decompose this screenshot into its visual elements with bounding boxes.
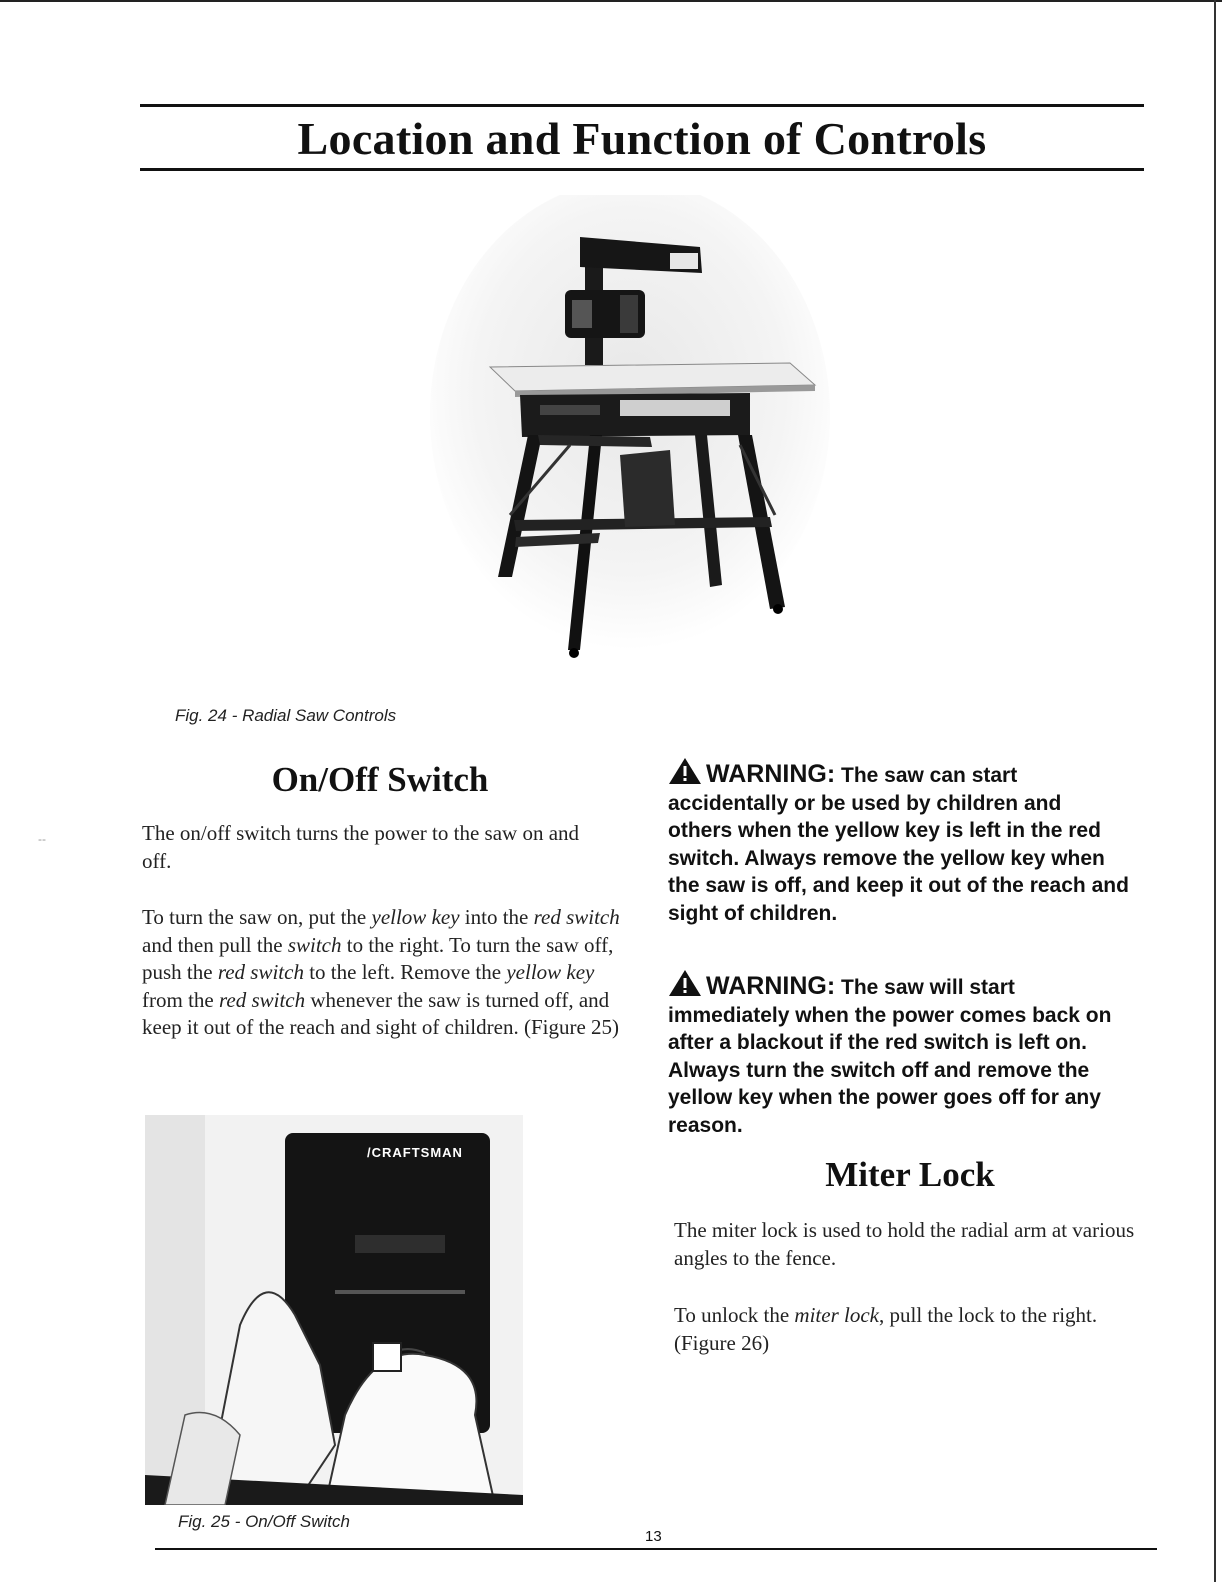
text-run: , pull the lock to the right. (Figure 26)	[674, 1303, 1098, 1355]
page-top-border	[0, 0, 1222, 2]
emphasis-red-switch: red switch	[218, 987, 306, 1012]
warning-1	[668, 757, 1130, 928]
warning-triangle-icon	[668, 969, 702, 997]
onoff-paragraph-2	[142, 904, 620, 1042]
emphasis-yellow-key: yellow key	[506, 960, 595, 984]
radial-saw-figure	[420, 195, 840, 665]
text-run: and then pull the	[142, 932, 288, 957]
miter-paragraph-1: The miter lock is used to hold the radial arm at various angles to the fence.	[674, 1218, 1135, 1270]
text-run: to the right. To turn the saw off, push the	[142, 932, 614, 984]
emphasis-red-switch: red switch	[217, 960, 304, 984]
emphasis-red-switch: red switch	[533, 905, 620, 929]
warning-1-text: The saw can start accidentally or be used by children and others when the yellow key is left in the red switch. Always remove the yellow key when the saw is off, and keep it out of the reach and sight of children.	[668, 764, 1129, 925]
text-run: to the left. Remove the	[303, 960, 507, 984]
title-rule-bottom	[140, 168, 1144, 171]
fig24-caption: Fig. 24 - Radial Saw Controls	[175, 706, 397, 725]
text-run: To turn the saw on, put the	[142, 905, 372, 929]
warning-2	[668, 969, 1130, 1140]
emphasis-yellow-key: yellow key	[371, 905, 460, 929]
footer-rule	[155, 1548, 1157, 1550]
switch-photo-graphic	[145, 1115, 523, 1505]
warning-triangle-icon	[668, 757, 702, 785]
margin-mark: --	[38, 832, 46, 846]
text-run: into the	[459, 905, 534, 929]
onoff-paragraph-1: The on/off switch turns the power to the saw on and off.	[142, 821, 580, 873]
warning-2-label: WARNING:	[706, 972, 836, 1000]
emphasis-miter-lock: miter lock	[794, 1303, 879, 1327]
text-run: To unlock the	[674, 1303, 795, 1327]
emphasis-switch: switch	[287, 932, 342, 957]
fig25-caption: Fig. 25 - On/Off Switch	[178, 1512, 350, 1531]
craftsman-logo: /CRAFTSMAN	[367, 1145, 463, 1160]
page-number: 13	[645, 1528, 662, 1545]
onoff-switch-figure	[145, 1115, 523, 1505]
onoff-heading: On/Off Switch	[271, 760, 489, 799]
text-run: whenever the saw is turned off, and keep it out of the reach and sight of children. (Figure 25)	[142, 987, 620, 1039]
page-title: Location and Function of Controls	[297, 113, 987, 164]
warning-1-label: WARNING:	[706, 760, 836, 788]
title-rule-top	[140, 104, 1144, 107]
text-run: from the	[142, 987, 219, 1012]
warning-2-text: The saw will start immediately when the power comes back on after a blackout if the red switch is left on. Always turn the switch off and remove the yellow key when the power goes off for any reason.	[668, 976, 1112, 1137]
miter-paragraph-2	[674, 1302, 1144, 1357]
page-right-border	[1214, 0, 1216, 1582]
miter-heading: Miter Lock	[825, 1155, 995, 1194]
